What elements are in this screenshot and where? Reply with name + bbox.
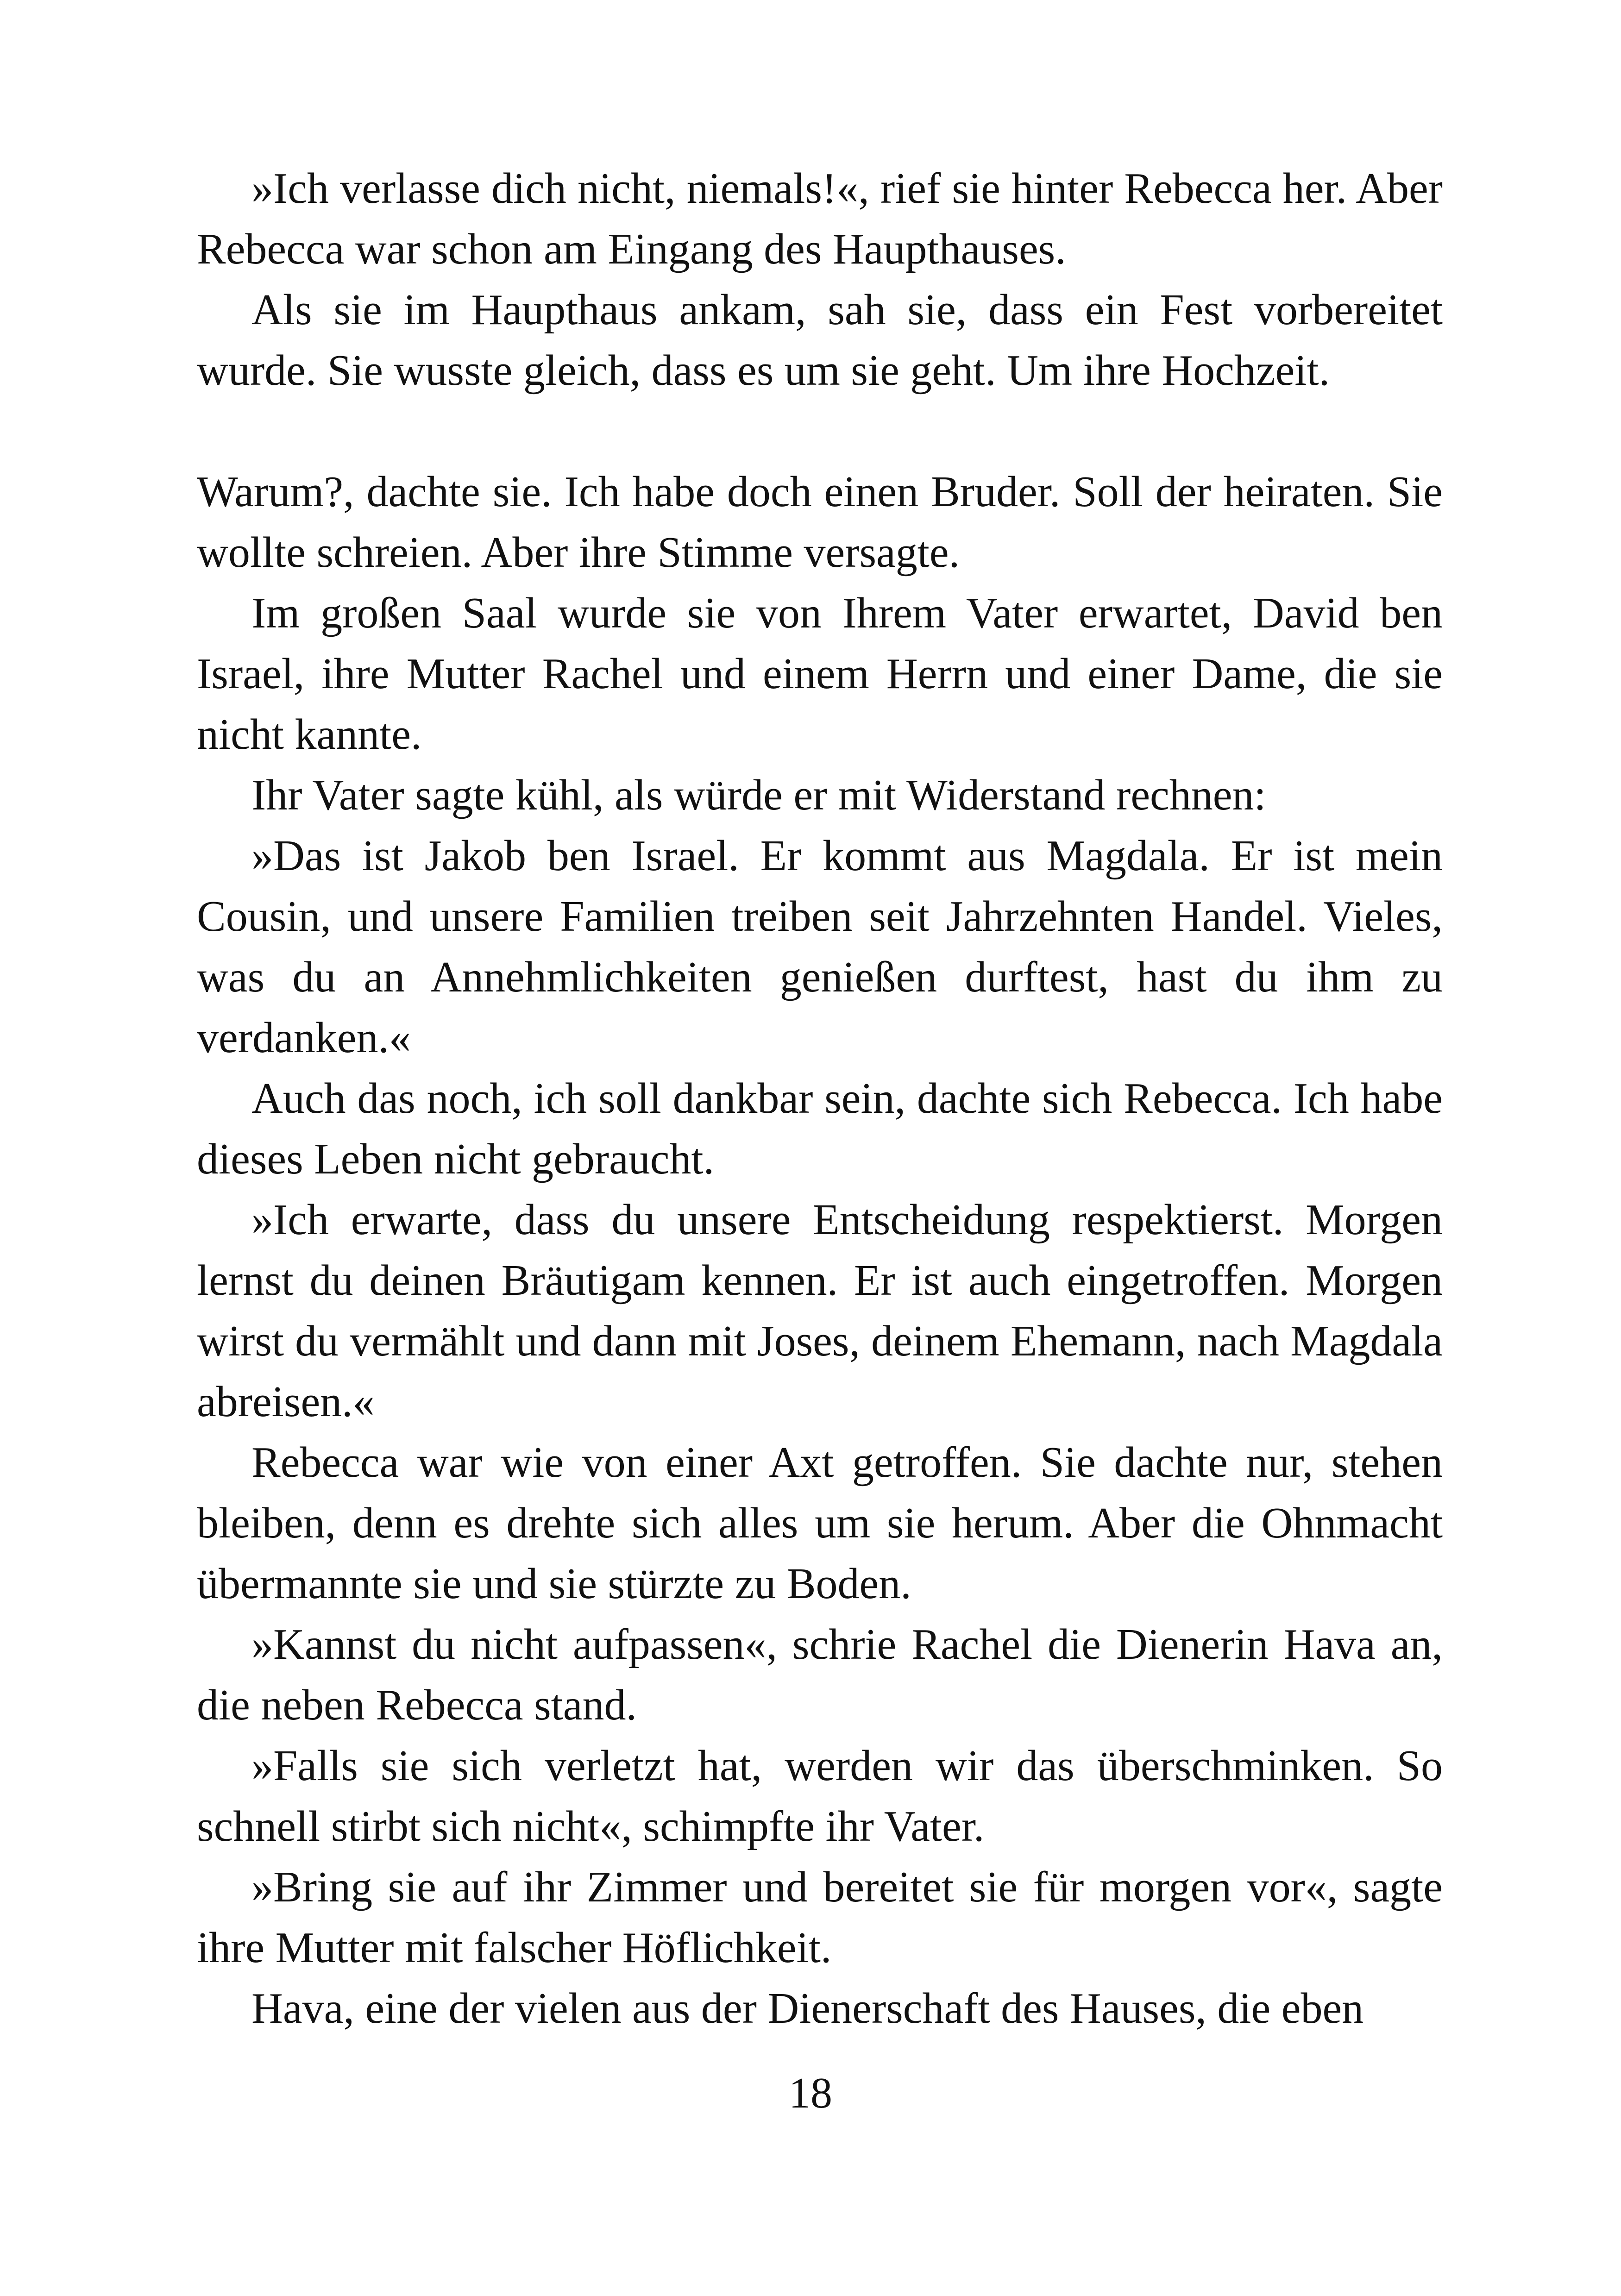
paragraph: Auch das noch, ich soll dankbar sein, dachte sich Rebecca. Ich habe dieses Leben nicht gebraucht.	[197, 1074, 1443, 1183]
paragraph: »Das ist Jakob ben Israel. Er kommt aus Magdala. Er ist mein Cousin, und unsere Familien treiben seit Jahrzehnten Handel. Vieles, was du an Annehmlichkeiten genießen durftest, hast du ihm zu verdanken.«	[197, 832, 1443, 1062]
section-break	[197, 401, 1443, 462]
paragraph: Hava, eine der vielen aus der Dienerschaft des Hauses, die eben	[251, 1984, 1364, 2033]
paragraph: »Ich erwarte, dass du unsere Entscheidung respektierst. Morgen lernst du deinen Bräutigam kennen. Er ist auch eingetroffen. Morgen wirst du vermählt und dann mit Joses, deinem Ehemann, nach Magdala abreisen.«	[197, 1196, 1443, 1426]
paragraph: Warum?, dachte sie. Ich habe doch einen Bruder. Soll der heiraten. Sie wollte schreien. Aber ihre Stimme versagte.	[197, 468, 1443, 577]
paragraph: Als sie im Haupthaus ankam, sah sie, dass ein Fest vorbereitet wurde. Sie wusste gleich, dass es um sie geht. Um ihre Hochzeit.	[197, 286, 1443, 395]
paragraph: Ihr Vater sagte kühl, als würde er mit Widerstand rechnen:	[251, 771, 1266, 819]
paragraph: »Falls sie sich verletzt hat, werden wir das überschminken. So schnell stirbt sich nicht«, schimpfte ihr Vater.	[197, 1742, 1443, 1851]
body-text	[197, 158, 1443, 2039]
paragraph: »Kannst du nicht aufpassen«, schrie Rachel die Dienerin Hava an, die neben Rebecca stand.	[197, 1620, 1443, 1729]
paragraph: »Bring sie auf ihr Zimmer und bereitet sie für morgen vor«, sagte ihre Mutter mit falscher Höflichkeit.	[197, 1863, 1443, 1972]
paragraph: »Ich verlasse dich nicht, niemals!«, rief sie hinter Rebecca her. Aber Rebecca war schon am Eingang des Haupthauses.	[197, 164, 1443, 273]
paragraph: Rebecca war wie von einer Axt getroffen. Sie dachte nur, stehen bleiben, denn es drehte sich alles um sie herum. Aber die Ohnmacht übermannte sie und sie stürzte zu Boden.	[197, 1438, 1443, 1608]
page-number: 18	[789, 2069, 832, 2117]
paragraph: Im großen Saal wurde sie von Ihrem Vater erwartet, David ben Israel, ihre Mutter Rachel und einem Herrn und einer Dame, die sie nicht kannte.	[197, 589, 1443, 759]
